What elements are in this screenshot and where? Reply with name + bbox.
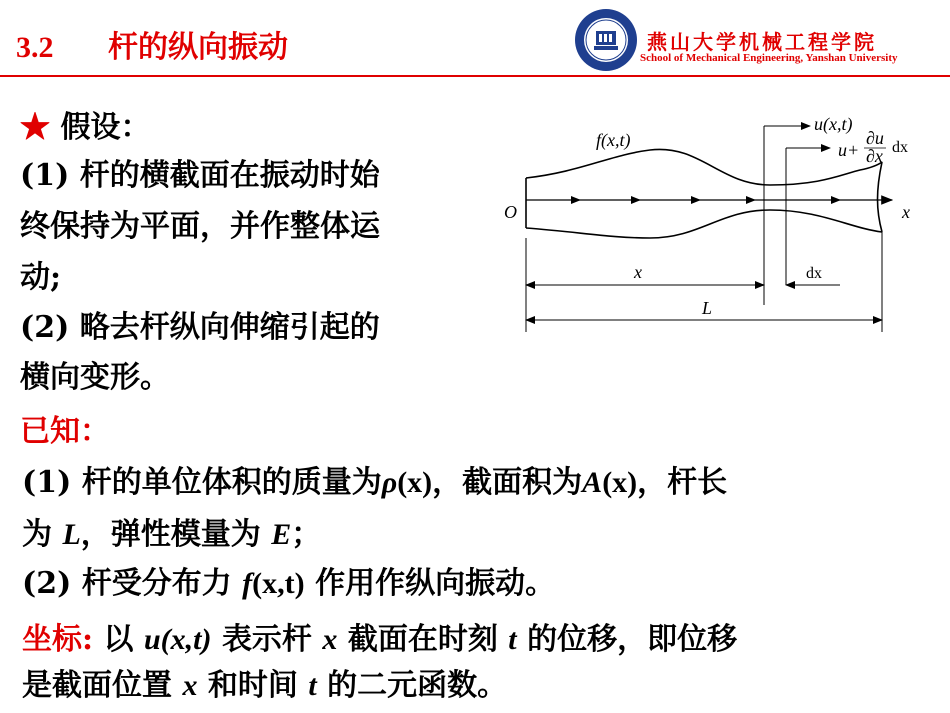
assumption-1-line-3: 动; <box>20 260 62 295</box>
label-du: ∂u <box>866 128 884 148</box>
known-line-1: (1) 杆的单位体积的质量为ρ(x)，截面积为A(x)，杆长 <box>22 465 728 500</box>
label-dx-partial: ∂x <box>866 146 883 166</box>
known-line-3: (2) 杆受分布力 f(x,t) 作用作纵向振动。 <box>22 566 556 601</box>
star-icon: ★ <box>20 110 50 145</box>
assumption-1-line-1: (1) 杆的横截面在振动时始 <box>20 158 380 193</box>
label-dx-dimension: dx <box>806 265 822 282</box>
rho-symbol: ρ <box>381 466 398 499</box>
known-heading: 已知： <box>20 414 110 449</box>
label-u: u(x,t) <box>814 114 853 134</box>
label-u-plus: u+ <box>838 140 860 160</box>
page-title <box>16 22 288 66</box>
assumptions-heading: ★ 假设： <box>20 110 151 145</box>
rod-right-end <box>878 162 883 232</box>
coord-line-2: 是截面位置 x 和时间 t 的二元函数。 <box>22 668 508 703</box>
label-x-dimension: x <box>634 262 642 282</box>
assumption-2-line-2: 横向变形。 <box>20 360 170 395</box>
school-name-en: School of Mechanical Engineering, Yanshan University <box>640 52 898 64</box>
label-dx-inline: dx <box>892 139 908 156</box>
coord-heading: 坐标: <box>22 622 94 657</box>
section-title: 杆的纵向振动 <box>108 30 288 65</box>
label-x-axis: x <box>902 202 910 222</box>
label-L: L <box>702 298 713 318</box>
rod-upper-edge <box>526 149 882 185</box>
header-divider <box>0 75 950 77</box>
section-number: 3.2 <box>16 31 54 64</box>
coord-line-1: 坐标: 以 u(x,t) 表示杆 x 截面在时刻 t 的位移，即位移 <box>22 622 738 657</box>
label-origin: O <box>504 202 517 222</box>
rod-diagram <box>500 110 925 340</box>
assumption-1-line-2: 终保持为平面，并作整体运 <box>20 209 380 244</box>
rod-lower-edge <box>526 210 882 238</box>
label-f: f(x,t) <box>596 130 631 150</box>
known-line-2: 为 L，弹性模量为 E； <box>22 517 322 552</box>
school-name-cn: 燕山大学机械工程学院 <box>647 30 877 54</box>
university-logo <box>573 7 639 73</box>
assumption-2-line-1: (2) 略去杆纵向伸缩引起的 <box>20 310 380 345</box>
